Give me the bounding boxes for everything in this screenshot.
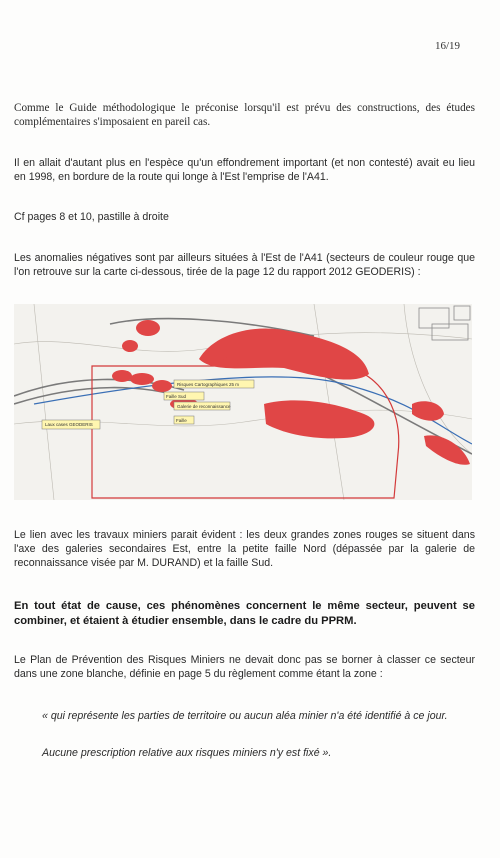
map-label-text: Laux cases GEODERIS [45, 422, 93, 427]
paragraph-effondrement: Il en allait d'autant plus en l'espèce qu'un effondrement important (et non contesté) avait eu lieu en 1998, en bordure de la route qui longe à l'Est l'emprise de l'A41. [14, 157, 475, 183]
anomaly-spot [130, 373, 154, 385]
geoderis-map-figure [14, 304, 472, 500]
paragraph-anomalies: Les anomalies négatives sont par ailleurs situées à l'Est de l'A41 (secteurs de couleur rouge que l'on retrouve sur la carte ci-dessous, tirée de la page 12 du rapport 2012 GEODERIS) : [14, 252, 475, 278]
paragraph-conclusion: En tout état de cause, ces phénomènes concernent le même secteur, peuvent se combiner, et étaient à étudier ensemble, dans le cadre du PPRM. [14, 600, 475, 627]
paragraph-guide: Comme le Guide méthodologique le préconise lorsqu'il est prévu des constructions, des études complémentaires s'imposaient en pareil cas. [14, 102, 475, 128]
anomaly-zone-north [199, 328, 369, 379]
paragraph-reference: Cf pages 8 et 10, pastille à droite [14, 211, 169, 223]
anomaly-spot [122, 340, 138, 352]
anomaly-spot [112, 370, 132, 382]
anomaly-spot [152, 380, 172, 392]
anomaly-zone-south [264, 400, 374, 438]
page-number: 16/19 [434, 40, 460, 52]
anomaly-zone-east [412, 401, 444, 421]
anomaly-spot [136, 320, 160, 336]
map-label-text: Galerie de reconnaissance [177, 404, 231, 409]
anomaly-spot [222, 357, 238, 367]
map-label-text: Faille [176, 418, 187, 423]
paragraph-pprm: Le Plan de Prévention des Risques Miniers ne devait donc pas se borner à classer ce secteur dans une zone blanche, définie en page 5 du règlement comme étant la zone : [14, 654, 475, 680]
quote-zone-blanche: « qui représente les parties de territoire ou aucun aléa minier n'a été identifié à ce jour. [42, 710, 448, 722]
quote-prescription: Aucune prescription relative aux risques miniers n'y est fixé ». [42, 747, 332, 759]
paragraph-lien: Le lien avec les travaux miniers parait évident : les deux grandes zones rouges se situent dans l'axe des galeries secondaires Est, entre la petite faille Nord (dépassée par la galerie de reconnaissance visée par M. DURAND) et la faille Sud. [14, 529, 475, 569]
map-drawing [14, 304, 472, 500]
map-label-text: Risques Cartographiques 25 m [177, 382, 240, 387]
map-label-text: Faille Sud [166, 394, 187, 399]
